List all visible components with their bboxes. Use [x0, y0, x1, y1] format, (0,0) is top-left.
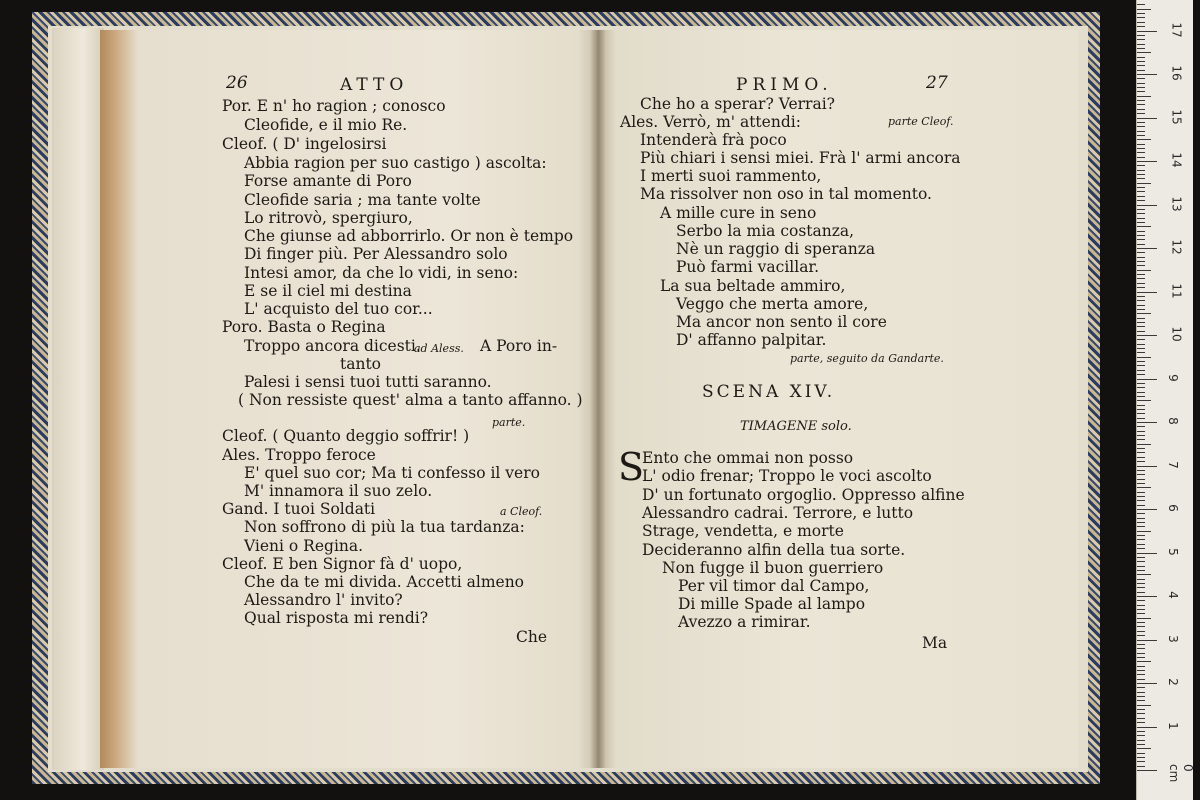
text-line: Strage, vendetta, e morte [642, 522, 844, 540]
text-line: D' affanno palpitar. [676, 331, 827, 349]
ruler-tick [1137, 439, 1145, 440]
text-line: Non fugge il buon guerriero [662, 559, 884, 577]
ruler-tick [1137, 239, 1145, 240]
ruler-tick [1137, 244, 1145, 245]
page-number-right: 27 [926, 73, 948, 93]
ruler-tick [1137, 131, 1145, 132]
ruler-tick [1137, 705, 1151, 706]
ruler-tick [1137, 344, 1145, 345]
drop-cap: S [618, 445, 645, 489]
ruler-tick [1137, 600, 1145, 601]
ruler-tick [1137, 653, 1145, 654]
ruler-tick [1137, 544, 1145, 545]
text-line: La sua beltade ammiro, [660, 277, 846, 295]
ruler-tick [1137, 557, 1145, 558]
text-line: Poro. Basta o Regina [222, 318, 386, 336]
ruler-tick [1137, 687, 1145, 688]
text-line: Che giunse ad abborrirlo. Or non è tempo [244, 227, 574, 245]
ruler-tick [1137, 596, 1157, 597]
ruler-tick [1137, 592, 1145, 593]
stage-direction: ad Aless. [414, 342, 464, 355]
ruler-tick [1137, 761, 1145, 762]
ruler-tick [1137, 548, 1145, 549]
text-line: A Poro in- [480, 337, 558, 355]
ruler-tick [1137, 104, 1145, 105]
ruler-tick [1137, 531, 1151, 532]
text-line: Di finger più. Per Alessandro solo [244, 245, 508, 263]
ruler-tick [1137, 22, 1145, 23]
ruler-tick [1137, 318, 1145, 319]
text-line: Ento che ommai non posso [642, 449, 854, 467]
ruler-tick [1137, 470, 1145, 471]
ruler-tick [1137, 278, 1145, 279]
text-line: Avezzo a rimirar. [678, 613, 811, 631]
ruler-tick [1137, 191, 1145, 192]
ruler-tick [1137, 605, 1145, 606]
ruler-tick [1137, 65, 1145, 66]
ruler-tick [1137, 196, 1145, 197]
ruler-tick [1137, 392, 1145, 393]
ruler-tick [1137, 744, 1145, 745]
ruler-tick [1137, 352, 1145, 353]
ruler-tick [1137, 13, 1145, 14]
ruler-tick [1137, 492, 1145, 493]
ruler-tick [1137, 91, 1145, 92]
ruler-tick [1137, 126, 1145, 127]
ruler-tick [1137, 413, 1145, 414]
text-line: Ales. Verrò, m' attendi: [620, 113, 801, 131]
character-heading: TIMAGENE solo. [740, 419, 852, 434]
ruler-tick [1137, 96, 1151, 97]
ruler-tick [1137, 74, 1157, 75]
ruler-tick [1137, 553, 1157, 554]
ruler-tick [1137, 335, 1157, 336]
catchword: Che [516, 628, 548, 646]
ruler-tick [1137, 618, 1151, 619]
ruler-tick [1137, 570, 1145, 571]
ruler-tick [1137, 431, 1145, 432]
ruler-cm-label: 15 [1169, 108, 1184, 125]
ruler-tick [1137, 374, 1145, 375]
ruler-tick [1137, 587, 1145, 588]
page-number-left: 26 [226, 73, 248, 93]
running-header-left: ATTO [340, 75, 409, 95]
ruler-tick [1137, 361, 1145, 362]
ruler-tick [1137, 4, 1145, 5]
measuring-ruler [1136, 0, 1193, 800]
ruler-tick [1137, 696, 1145, 697]
page-edges [52, 28, 104, 770]
ruler-tick [1137, 322, 1145, 323]
ruler-tick [1137, 518, 1145, 519]
ruler-tick [1137, 87, 1145, 88]
ruler-tick [1137, 357, 1151, 358]
ruler-tick [1137, 457, 1145, 458]
ruler-tick [1137, 339, 1145, 340]
catchword: Ma [922, 634, 948, 652]
text-line: Cleof. ( Quanto deggio soffrir! ) [222, 427, 470, 445]
ruler-tick [1137, 326, 1145, 327]
ruler-tick [1137, 78, 1145, 79]
stage-direction: parte, seguito da Gandarte. [790, 352, 944, 365]
ruler-tick [1137, 300, 1145, 301]
ruler-tick [1137, 409, 1145, 410]
ruler-tick [1137, 426, 1145, 427]
ruler-tick [1137, 753, 1145, 754]
ruler-tick [1137, 692, 1145, 693]
ruler-cm-label: 9 [1165, 373, 1180, 382]
ruler-tick [1137, 113, 1145, 114]
ruler-tick [1137, 248, 1157, 249]
ruler-tick [1137, 609, 1145, 610]
ruler-tick [1137, 513, 1145, 514]
ruler-tick [1137, 474, 1145, 475]
ruler-tick [1137, 274, 1145, 275]
ruler-tick [1137, 48, 1145, 49]
ruler-tick [1137, 309, 1145, 310]
ruler-tick [1137, 17, 1145, 18]
text-line: Veggo che merta amore, [676, 295, 869, 313]
ruler-tick [1137, 296, 1145, 297]
ruler-cm-label: 14 [1169, 152, 1184, 168]
text-line: Che da te mi divida. Accetti almeno [244, 573, 525, 591]
ruler-tick [1137, 213, 1145, 214]
stage-direction: parte Cleof. [888, 115, 954, 128]
ruler-cm-label: 3 [1165, 634, 1180, 643]
ruler-tick [1137, 561, 1145, 562]
ruler-tick [1137, 283, 1145, 284]
text-line: Forse amante di Poro [244, 172, 412, 190]
ruler-tick [1137, 379, 1157, 380]
ruler-tick [1137, 444, 1151, 445]
ruler-tick [1137, 422, 1157, 423]
ruler-tick [1137, 566, 1145, 567]
ruler-tick [1137, 522, 1145, 523]
ruler-tick [1137, 700, 1145, 701]
ruler-cm-label: 11 [1169, 282, 1184, 299]
ruler-tick [1137, 231, 1145, 232]
ruler-tick [1137, 348, 1145, 349]
ruler-tick [1137, 435, 1145, 436]
ruler-tick [1137, 635, 1145, 636]
text-line: Palesi i sensi tuoi tutti saranno. [244, 373, 492, 391]
ruler-tick [1137, 174, 1145, 175]
text-line: Alessandro l' invito? [244, 591, 403, 609]
ruler-tick [1137, 9, 1151, 10]
ruler-tick [1137, 461, 1145, 462]
ruler-tick [1137, 261, 1145, 262]
ruler-tick [1137, 500, 1145, 501]
ruler-tick [1137, 418, 1145, 419]
ruler-tick [1137, 235, 1145, 236]
ruler-tick [1137, 644, 1145, 645]
ruler-tick [1137, 152, 1145, 153]
ruler-tick [1137, 44, 1145, 45]
ruler-tick [1137, 583, 1145, 584]
text-line: Per vil timor dal Campo, [678, 577, 870, 595]
text-line: Por. E n' ho ragion ; conosco [222, 97, 446, 115]
ruler-tick [1137, 305, 1145, 306]
ruler-tick [1137, 735, 1145, 736]
text-line: Intenderà frà poco [640, 131, 787, 149]
ruler-tick [1137, 483, 1145, 484]
ruler-tick [1137, 218, 1145, 219]
ruler-cm-label: 7 [1165, 460, 1180, 469]
ruler-tick [1137, 748, 1151, 749]
ruler-tick [1137, 187, 1145, 188]
text-line: Gand. I tuoi Soldati [222, 500, 376, 518]
text-line: ( Non ressiste quest' alma a tanto affanno. ) [238, 391, 583, 409]
ruler-tick [1137, 713, 1145, 714]
ruler-tick [1137, 313, 1151, 314]
ruler-tick [1137, 505, 1145, 506]
ruler-tick [1137, 178, 1145, 179]
ruler-cm-label: 16 [1169, 65, 1184, 81]
text-line: D' un fortunato orgoglio. Oppresso alfine [642, 486, 965, 504]
text-line: Alessandro cadrai. Terrore, e lutto [642, 504, 914, 522]
text-line: Non soffrono di più la tua tardanza: [244, 518, 525, 536]
ruler-tick [1137, 448, 1145, 449]
ruler-tick [1137, 383, 1145, 384]
ruler-tick [1137, 39, 1145, 40]
ruler-tick [1137, 31, 1157, 32]
ruler-tick [1137, 574, 1151, 575]
ruler-tick [1137, 727, 1157, 728]
text-line: L' odio frenar; Troppo le voci ascolto [642, 467, 932, 485]
text-line: Ma ancor non sento il core [676, 313, 887, 331]
text-line: E se il ciel mi destina [244, 282, 412, 300]
ruler-cm-label: 6 [1165, 504, 1180, 512]
stage-direction: a Cleof. [500, 505, 543, 518]
text-line: Cleof. ( D' ingelosirsi [222, 135, 387, 153]
ruler-tick [1137, 270, 1151, 271]
ruler-tick [1137, 579, 1145, 580]
text-line: I merti suoi rammento, [640, 167, 822, 185]
ruler-tick [1137, 52, 1151, 53]
ruler-tick [1137, 722, 1145, 723]
ruler-tick [1137, 205, 1157, 206]
ruler-tick [1137, 683, 1157, 684]
ruler-tick [1137, 292, 1157, 293]
book-gutter [590, 30, 606, 768]
ruler-tick [1137, 57, 1145, 58]
ruler-tick [1137, 35, 1145, 36]
text-line: Decideranno alfin della tua sorte. [642, 541, 906, 559]
ruler-cm-label: 13 [1169, 195, 1184, 212]
running-header-right: PRIMO. [736, 75, 833, 95]
ruler-cm-label: 5 [1165, 547, 1180, 556]
ruler-tick [1137, 539, 1145, 540]
ruler-cm-label: 8 [1165, 417, 1180, 425]
ruler-tick [1137, 626, 1145, 627]
ruler-tick [1137, 257, 1145, 258]
ruler-tick [1137, 200, 1145, 201]
text-line: Serbo la mia costanza, [676, 222, 855, 240]
ruler-cm-label: 2 [1165, 678, 1180, 686]
text-line: Nè un raggio di speranza [676, 240, 876, 258]
ruler-cm-label: 10 [1169, 326, 1184, 342]
ruler-tick [1137, 61, 1145, 62]
text-line: Che ho a sperar? Verrai? [640, 95, 835, 113]
ruler-tick [1137, 622, 1145, 623]
text-line: Ales. Troppo feroce [222, 446, 376, 464]
ruler-tick [1137, 100, 1145, 101]
ruler-tick [1137, 170, 1145, 171]
ruler-tick [1137, 287, 1145, 288]
ruler-tick [1137, 83, 1145, 84]
ruler-tick [1137, 139, 1151, 140]
ruler-tick [1137, 109, 1145, 110]
ruler-tick [1137, 718, 1145, 719]
text-line: tanto [340, 355, 382, 373]
ruler-cm-label: 1 [1165, 721, 1180, 730]
ruler-tick [1137, 135, 1145, 136]
ruler-tick [1137, 631, 1145, 632]
ruler-tick [1137, 222, 1145, 223]
ruler-tick [1137, 509, 1157, 510]
ruler-tick [1137, 731, 1145, 732]
ruler-tick [1137, 387, 1145, 388]
ruler-tick [1137, 226, 1151, 227]
text-line: A mille cure in seno [660, 204, 817, 222]
ruler-tick [1137, 670, 1145, 671]
ruler-tick [1137, 466, 1157, 467]
text-line: Ma rissolver non oso in tal momento. [640, 185, 932, 203]
ruler-tick [1137, 157, 1145, 158]
ruler-tick [1137, 183, 1151, 184]
ruler-tick [1137, 165, 1145, 166]
ruler-tick [1137, 661, 1151, 662]
text-line: Più chiari i sensi miei. Frà l' armi ancora [640, 149, 961, 167]
text-line: Qual risposta mi rendi? [244, 609, 429, 627]
ruler-tick [1137, 487, 1151, 488]
text-line: E' quel suo cor; Ma ti confesso il vero [244, 464, 540, 482]
text-line: M' innamora il suo zelo. [244, 482, 433, 500]
text-line: Può farmi vacillar. [676, 258, 820, 276]
text-line: Lo ritrovò, spergiuro, [244, 209, 413, 227]
ruler-tick [1137, 479, 1145, 480]
ruler-tick [1137, 640, 1157, 641]
text-line: L' acquisto del tuo cor... [244, 300, 433, 318]
ruler-tick [1137, 452, 1145, 453]
ruler-cm-label: 4 [1165, 591, 1180, 599]
text-line: Intesi amor, da che lo vidi, in seno: [244, 264, 519, 282]
text-line: Troppo ancora dicesti. [244, 337, 421, 355]
scene-heading: SCENA XIV. [702, 382, 836, 402]
text-line: Cleof. E ben Signor fà d' uopo, [222, 555, 463, 573]
stage-direction: parte. [492, 416, 526, 429]
ruler-cm-label: 12 [1169, 239, 1184, 255]
ruler-tick [1137, 144, 1145, 145]
text-line: Vieni o Regina. [244, 537, 364, 555]
ruler-tick [1137, 657, 1145, 658]
ruler-tick [1137, 252, 1145, 253]
ruler-tick [1137, 674, 1145, 675]
ruler-tick [1137, 648, 1145, 649]
text-line: Di mille Spade al lampo [678, 595, 866, 613]
ruler-tick [1137, 766, 1145, 767]
ruler-cm-label: 17 [1169, 21, 1184, 38]
ruler-tick [1137, 613, 1145, 614]
ruler-tick [1137, 70, 1145, 71]
ruler-tick [1137, 370, 1145, 371]
ruler-tick [1137, 496, 1145, 497]
ruler-tick [1137, 405, 1145, 406]
ruler-tick [1137, 365, 1145, 366]
ruler-tick [1137, 770, 1157, 771]
ruler-tick [1137, 26, 1145, 27]
ruler-tick [1137, 161, 1157, 162]
ruler-tick [1137, 265, 1145, 266]
ruler-tick [1137, 535, 1145, 536]
text-line: Cleofide saria ; ma tante volte [244, 191, 481, 209]
ruler-tick [1137, 740, 1145, 741]
ruler-tick [1137, 709, 1145, 710]
ruler-tick [1137, 679, 1145, 680]
ruler-tick [1137, 757, 1145, 758]
text-line: Cleofide, e il mio Re. [244, 116, 408, 134]
ruler-tick [1137, 118, 1157, 119]
ruler-tick [1137, 122, 1145, 123]
ruler-tick [1137, 331, 1145, 332]
ruler-tick [1137, 396, 1145, 397]
ruler-tick [1137, 526, 1145, 527]
ruler-tick [1137, 666, 1145, 667]
ruler-cm-label: 0 cm [1167, 764, 1195, 783]
text-line: Abbia ragion per suo castigo ) ascolta: [244, 154, 547, 172]
ruler-tick [1137, 400, 1151, 401]
ruler-tick [1137, 209, 1145, 210]
ruler-tick [1137, 148, 1145, 149]
